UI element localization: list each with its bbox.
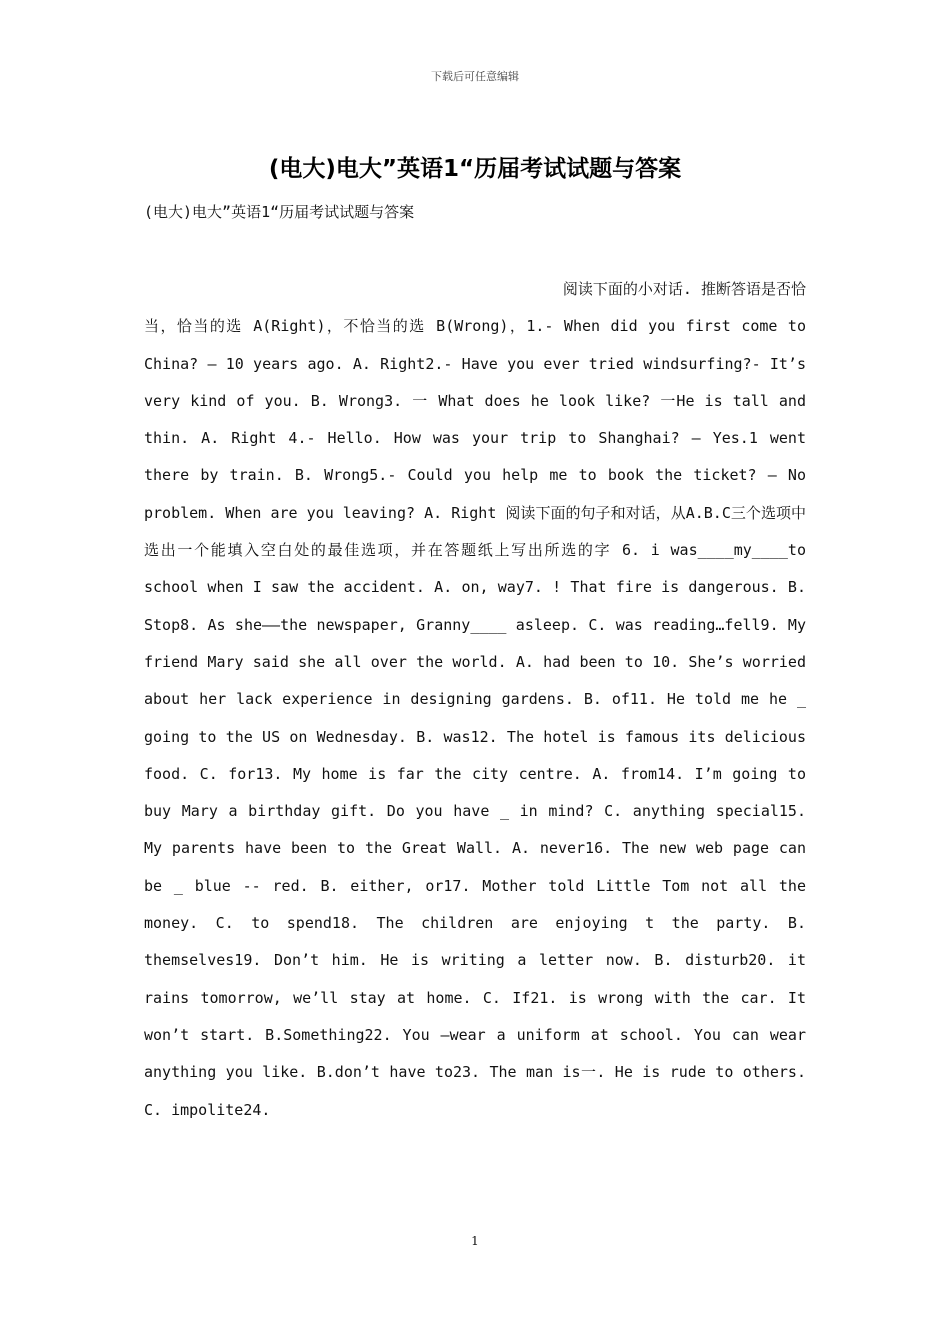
document-body bbox=[144, 271, 806, 1129]
page-number: 1 bbox=[471, 1234, 479, 1248]
intro-line: 阅读下面的小对话. 推断答语是否恰 bbox=[562, 280, 806, 298]
document-title: (电大)电大”英语1“历届考试试题与答案 bbox=[268, 156, 682, 182]
document-subtitle: (电大)电大”英语1“历届考试试题与答案 bbox=[144, 203, 415, 221]
page-header: 下载后可任意编辑 bbox=[431, 70, 519, 83]
body-text: 当，恰当的选 A(Right)，不恰当的选 B(Wrong)，1.- When did you first come to China? – 10 years ago. A. Right2.- Have you ever tried windsurfing?- It’s very kind of you. B. Wrong3. 一 What does he look like? 一He is tall and thin. A. Right 4.- Hello. How was your trip to Shanghai? – Yes.1 went there by train. B. Wrong5.- Could you help me to book the ticket? – No problem. When are you leaving? A. Right 阅读下面的句子和对话，从A.B.C三个选项中选出一个能填入空白处的最佳选项，并在答题纸上写出所选的字 6. i was____my____to school when I saw the accident. A. on, way7. ! That fire is dangerous. B. Stop8. As she——the newspaper, Granny____ asleep. C. was reading…fell9. My friend Mary said she all over the world. A. had been to 10. She’s worried about her lack experience in designing gardens. B. of11. He told me he _ going to the US on Wednesday. B. was12. The hotel is famous its delicious food. C. for13. My home is far the city centre. A. from14. I’m going to buy Mary a birthday gift. Do you have _ in mind? C. anything special15. My parents have been to the Great Wall. A. never16. The new web page can be _ blue -- red. B. either, or17. Mother told Little Tom not all the money. C. to spend18. The children are enjoying t the party. B. themselves19. Don’t him. He is writing a letter now. B. disturb20. it rains tomorrow, we’ll stay at home. C. If21. is wrong with the car. It won’t start. B.Something22. You —wear a uniform at school. You can wear anything you like. B.don’t have to23. The man is一. He is rude to others. C. impolite24. bbox=[144, 317, 806, 1119]
